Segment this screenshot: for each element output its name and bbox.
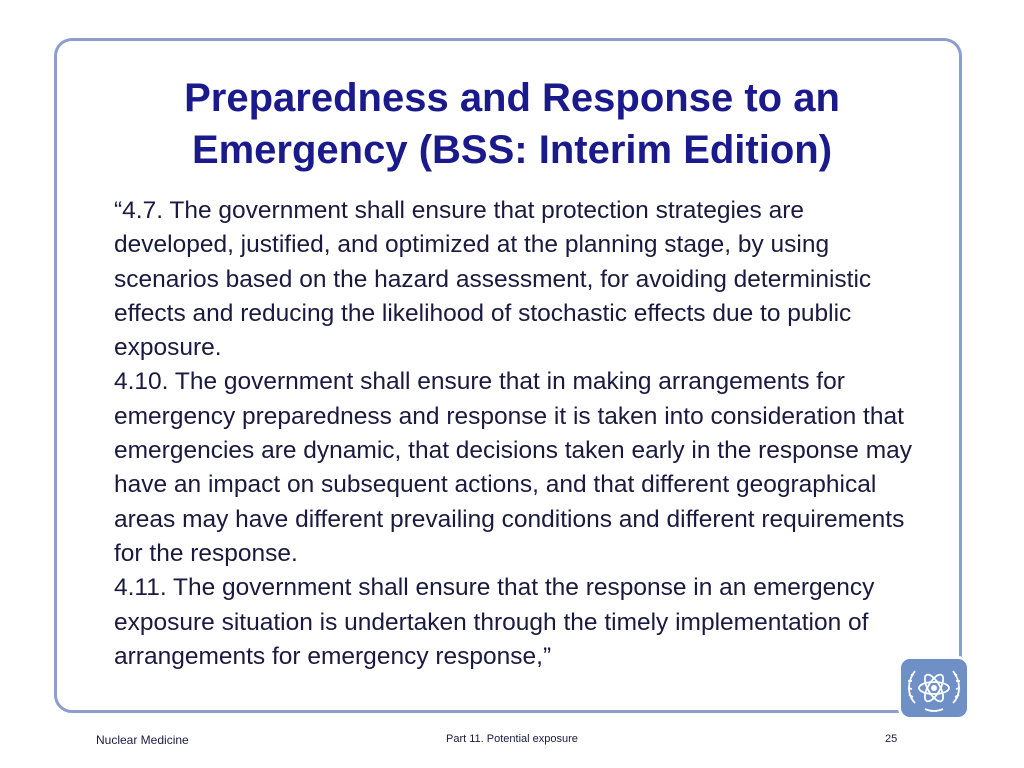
title-line-2: Emergency (BSS: Interim Edition): [191, 128, 833, 172]
footer-course-name: Nuclear Medicine: [96, 733, 189, 747]
title-line-1: Preparedness and Response to an: [184, 76, 840, 120]
paragraph-4-11: 4.11. The government shall ensure that the response in an emergency exposure situation is undertaken through the timely implementation of arrangements for emergency response,”: [114, 574, 875, 670]
slide-body: [114, 194, 914, 674]
iaea-atom-emblem-icon: [901, 659, 967, 717]
iaea-logo: [898, 656, 970, 720]
footer-page-number: 25: [885, 733, 898, 745]
footer-part-title: Part 11. Potential exposure: [446, 733, 578, 745]
slide-title: [80, 72, 944, 176]
paragraph-4-7: “4.7. The government shall ensure that protection strategies are developed, justified, and optimized at the planning stage, by using scenarios based on the hazard assessment, for avoiding deterministic effects and reducing the likelihood of stochastic effects due to public exposure.: [114, 197, 872, 362]
paragraph-4-10: 4.10. The government shall ensure that in making arrangements for emergency preparedness and response it is taken into consideration that emergencies are dynamic, that decisions taken early in the response may have an impact on subsequent actions, and that different geographical areas may have different prevailing conditions and different requirements for the response.: [114, 368, 913, 567]
